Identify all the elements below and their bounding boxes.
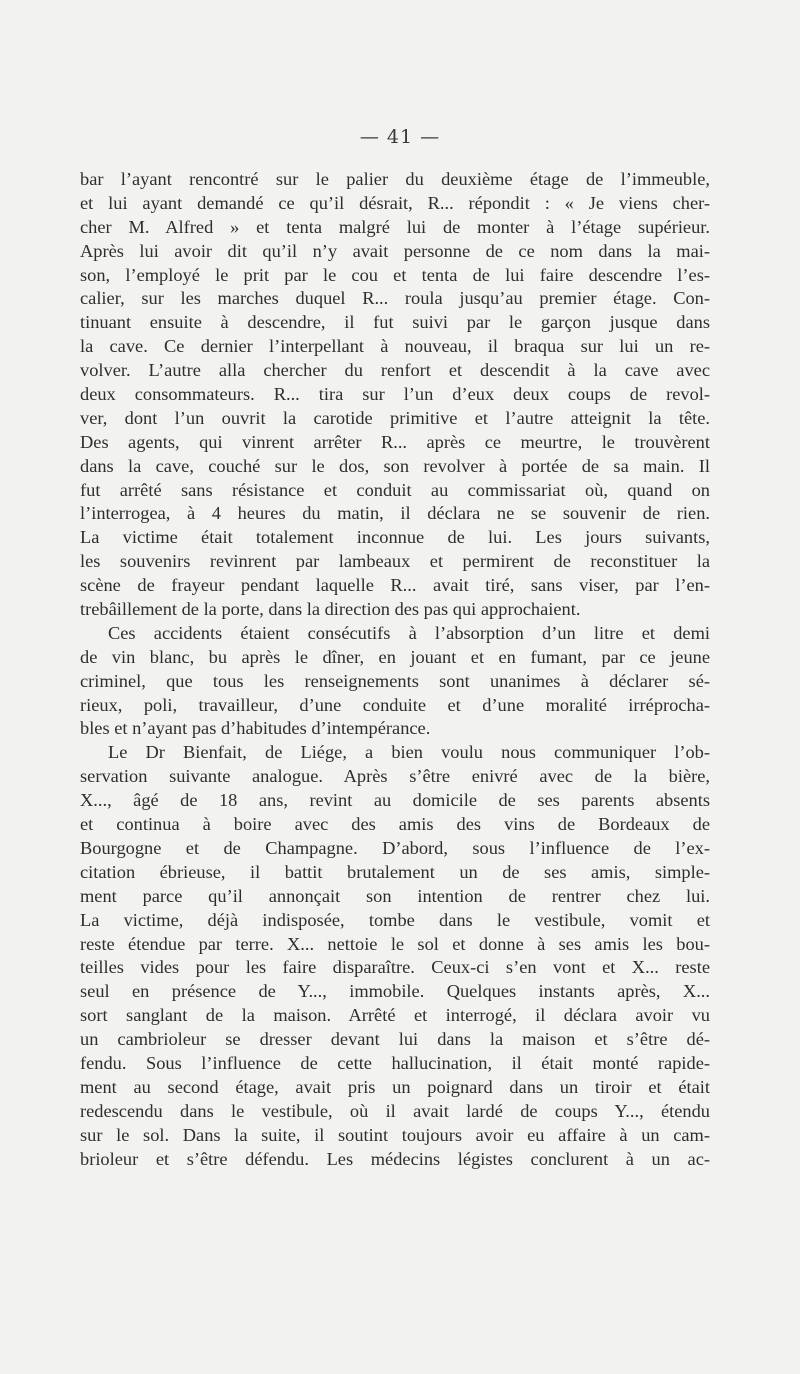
text-line: sort sanglant de la maison. Arrêté et interrogé, il déclara avoir vu — [80, 1005, 710, 1026]
text-line: X..., âgé de 18 ans, revint au domicile de ses parents absents — [80, 790, 710, 811]
text-line: cher M. Alfred » et tenta malgré lui de monter à l’étage supérieur. — [80, 216, 710, 237]
text-line: bar l’ayant rencontré sur le palier du deuxième étage de l’immeuble, — [80, 169, 710, 189]
text-line: les souvenirs revinrent par lambeaux et permirent de reconstituer la — [80, 551, 710, 572]
paragraph-start-line: Le Dr Bienfait, de Liége, a bien voulu nous communiquer l’ob- — [108, 742, 710, 763]
text-line: reste étendue par terre. X... nettoie le sol et donne à ses amis les bou- — [80, 933, 710, 954]
text-line: ver, dont l’un ouvrit la carotide primitive et l’autre atteignit la tête. — [80, 407, 710, 428]
body-text — [80, 168, 710, 1171]
text-line: son, l’employé le prit par le cou et tenta de lui faire descendre l’es- — [80, 264, 710, 285]
text-line: seul en présence de Y..., immobile. Quelques instants après, X... — [80, 981, 710, 1002]
text-line: et continua à boire avec des amis des vins de Bordeaux de — [80, 814, 710, 835]
text-line: et lui ayant demandé ce qu’il désrait, R... répondit : « Je viens cher- — [80, 192, 710, 213]
page-number: — 41 — — [359, 126, 441, 148]
text-line: la cave. Ce dernier l’interpellant à nouveau, il braqua sur lui un re- — [80, 336, 710, 357]
text-line: deux consommateurs. R... tira sur l’un d’eux deux coups de revol- — [80, 384, 710, 405]
text-line: de vin blanc, bu après le dîner, en jouant et en fumant, par ce jeune — [80, 646, 710, 667]
text-line: fendu. Sous l’influence de cette hallucination, il était monté rapide- — [80, 1052, 710, 1073]
text-line: bles et n’ayant pas d’habitudes d’intempérance. — [80, 718, 431, 739]
text-line: fut arrêté sans résistance et conduit au commissariat où, quand on — [80, 479, 710, 500]
text-line: brioleur et s’être défendu. Les médecins légistes conclurent à un ac- — [80, 1148, 710, 1169]
text-line: Après lui avoir dit qu’il n’y avait personne de ce nom dans la mai- — [80, 240, 710, 261]
text-line: Bourgogne et de Champagne. D’abord, sous l’influence de l’ex- — [80, 837, 710, 858]
text-line: scène de frayeur pendant laquelle R... avait tiré, sans viser, par l’en- — [80, 575, 710, 596]
text-line: servation suivante analogue. Après s’être enivré avec de la bière, — [80, 766, 710, 787]
text-line: tinuant ensuite à descendre, il fut suivi par le garçon jusque dans — [80, 312, 710, 333]
text-line: La victime, déjà indisposée, tombe dans le vestibule, vomit et — [80, 909, 710, 930]
text-line: l’interrogea, à 4 heures du matin, il déclara ne se souvenir de rien. — [80, 503, 710, 524]
text-line: sur le sol. Dans la suite, il soutint toujours avoir eu affaire à un cam- — [80, 1124, 710, 1145]
text-line: dans la cave, couché sur le dos, son revolver à portée de sa main. Il — [80, 455, 710, 476]
text-line: ment parce qu’il annonçait son intention de rentrer chez lui. — [80, 885, 710, 906]
text-line: criminel, que tous les renseignements sont unanimes à déclarer sé- — [80, 670, 710, 691]
paragraph-start-line: Ces accidents étaient consécutifs à l’absorption d’un litre et demi — [108, 622, 710, 643]
text-line: volver. L’autre alla chercher du renfort et descendit à la cave avec — [80, 360, 710, 381]
text-line: Des agents, qui vinrent arrêter R... après ce meurtre, le trouvèrent — [80, 431, 710, 452]
text-line: calier, sur les marches duquel R... roula jusqu’au premier étage. Con- — [80, 288, 710, 309]
text-line: redescendu dans le vestibule, où il avait lardé de coups Y..., étendu — [80, 1100, 710, 1121]
text-line: trebâillement de la porte, dans la direction des pas qui approchaient. — [80, 599, 581, 620]
text-line: ment au second étage, avait pris un poignard dans un tiroir et était — [80, 1076, 710, 1097]
text-line: teilles vides pour les faire disparaître. Ceux-ci s’en vont et X... reste — [80, 957, 710, 978]
text-line: La victime était totalement inconnue de lui. Les jours suivants, — [80, 527, 710, 548]
text-line: un cambrioleur se dresser devant lui dans la maison et s’être dé- — [80, 1029, 710, 1050]
text-line: rieux, poli, travailleur, d’une conduite et d’une moralité irréprocha- — [80, 694, 710, 715]
text-line: citation ébrieuse, il battit brutalement un de ses amis, simple- — [80, 861, 710, 882]
